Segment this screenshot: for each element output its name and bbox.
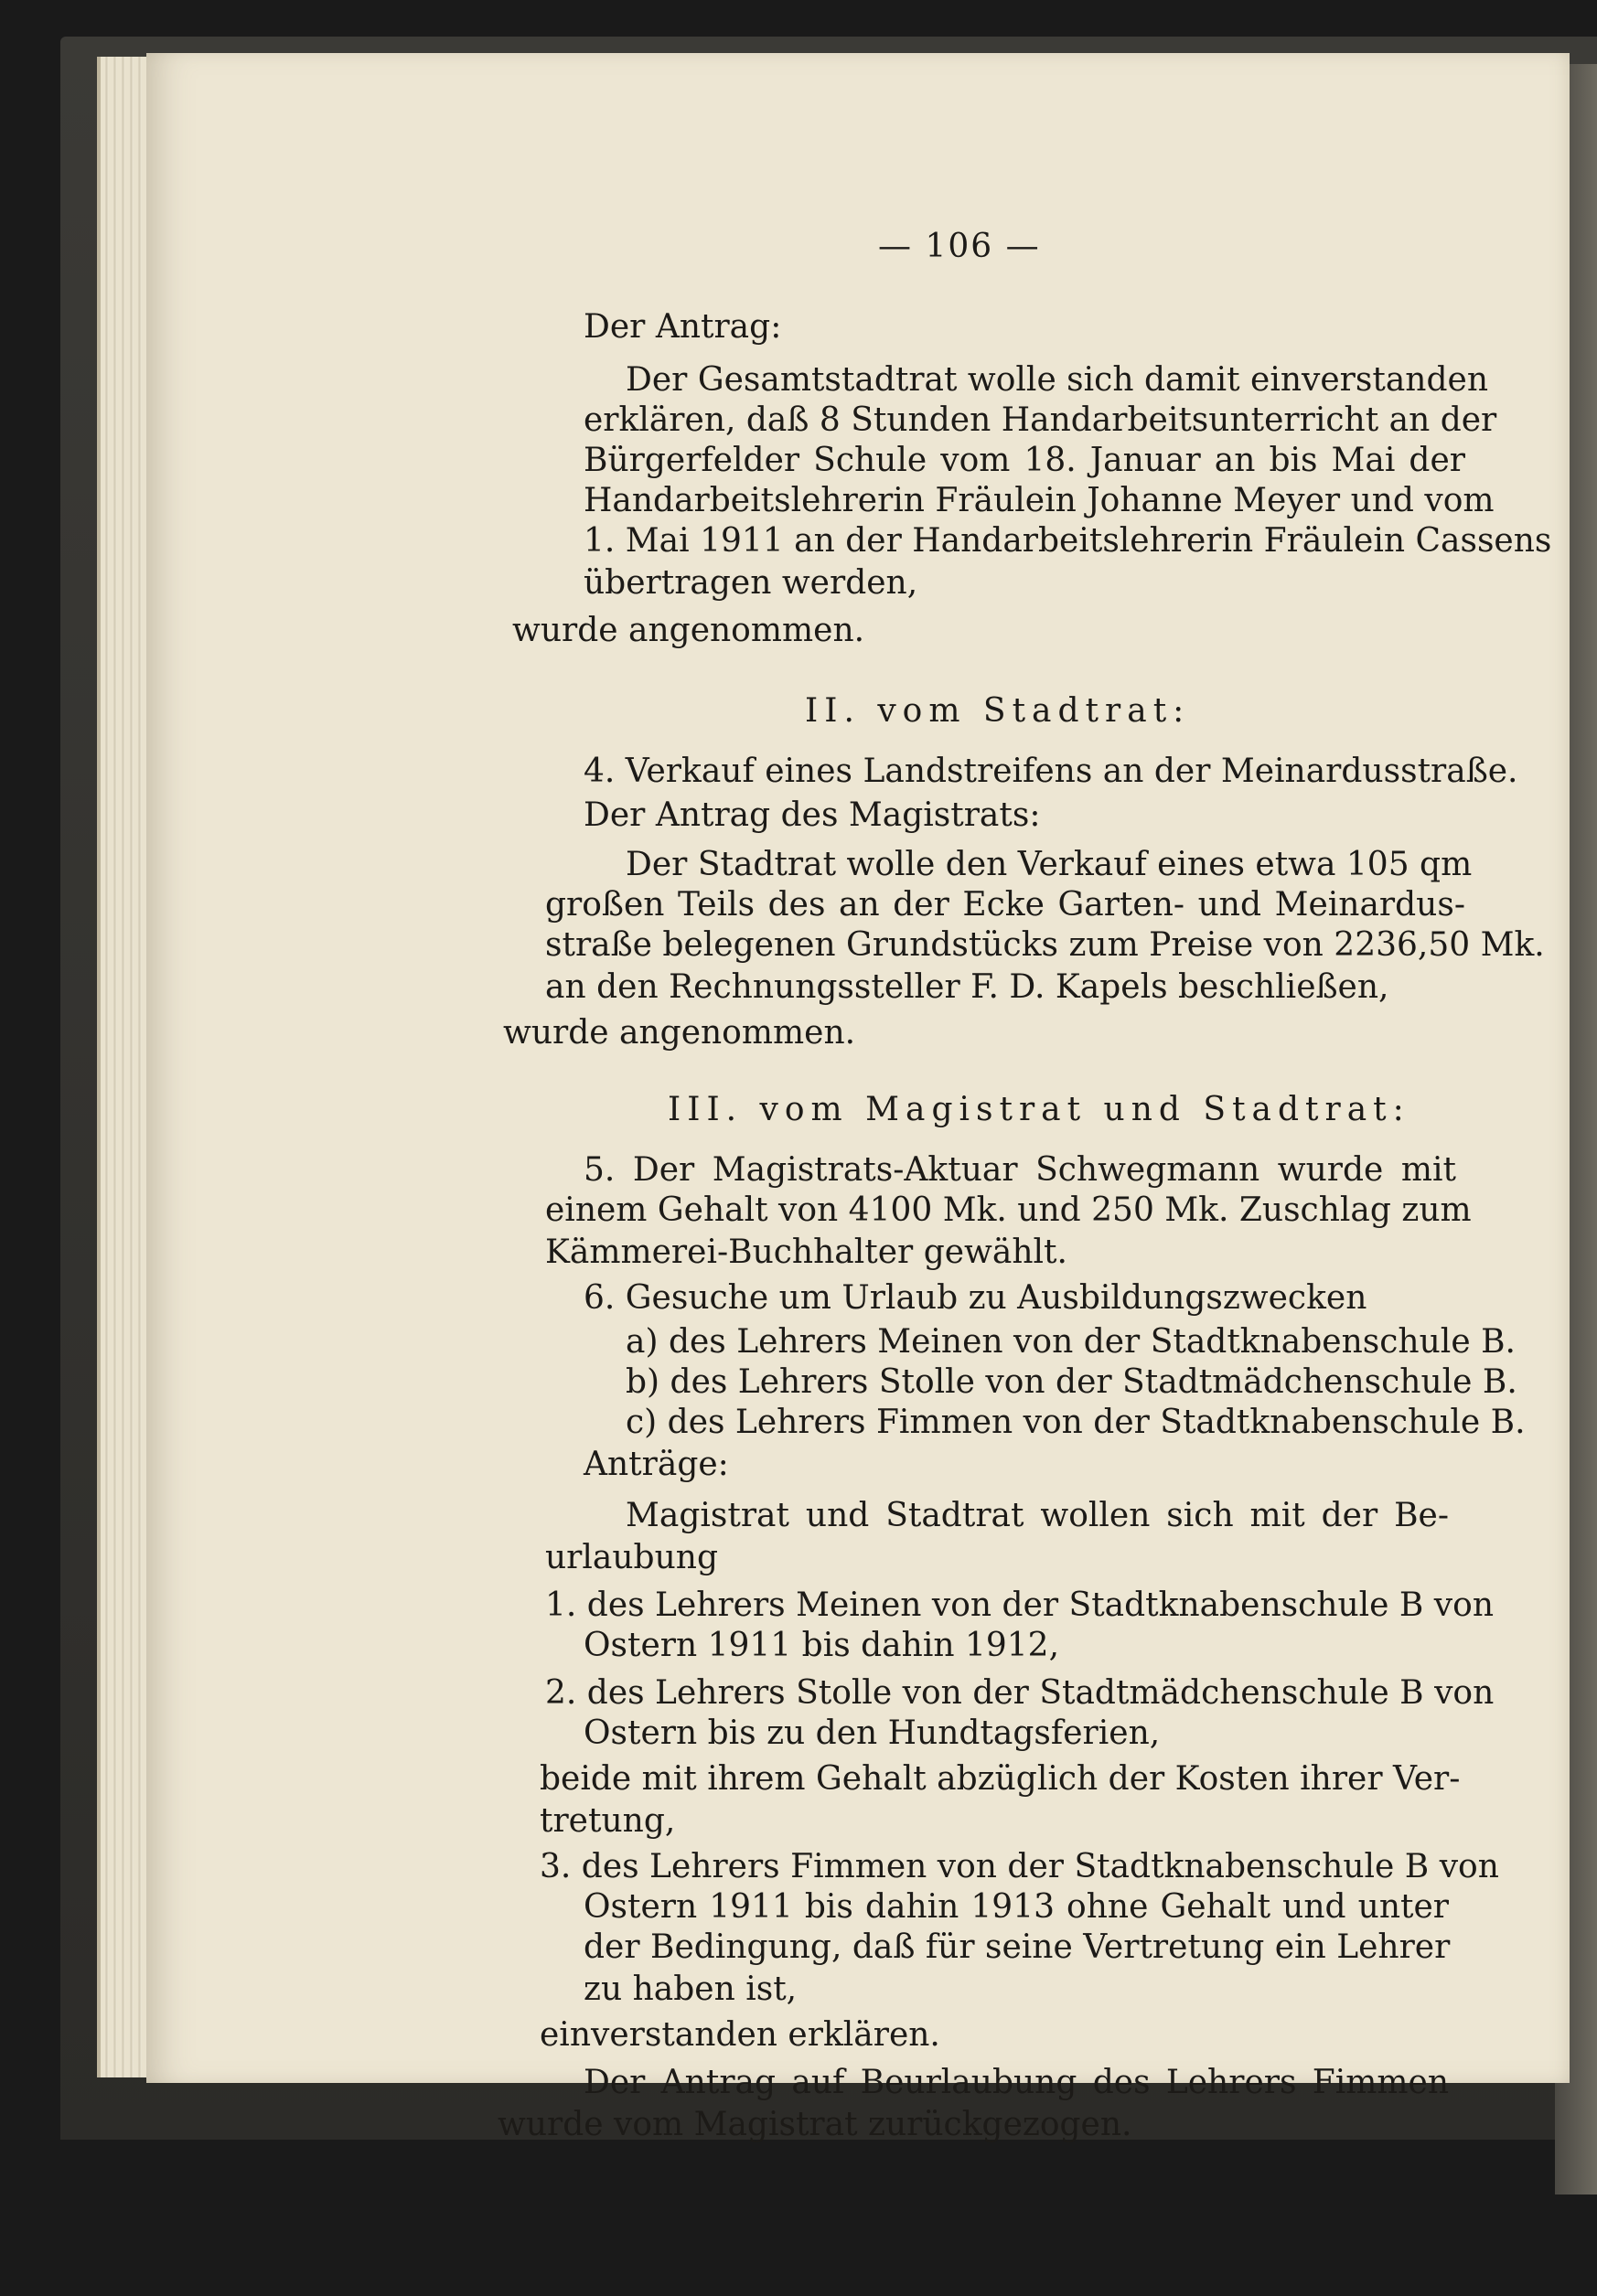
text-line: 5. Der Magistrats-Aktuar Schwegmann wurde mit: [584, 1151, 1456, 1189]
text-line: wurde angenommen.: [512, 612, 865, 649]
text-line: einverstanden erklären.: [540, 2016, 940, 2054]
text-line: 1. des Lehrers Meinen von der Stadtknabenschule B von: [545, 1586, 1495, 1624]
text-line: c) des Lehrers Fimmen von der Stadtknabenschule B.: [626, 1404, 1526, 1441]
text-line: Ostern 1911 bis dahin 1912,: [584, 1627, 1060, 1664]
text-line: zu haben ist,: [584, 1970, 798, 2008]
text-line: Ostern 1911 bis dahin 1913 ohne Gehalt und unter: [584, 1888, 1449, 1926]
text-line: 1. Mai 1911 an der Handarbeitslehrerin Fräulein Cassens: [584, 522, 1552, 560]
text-line: a) des Lehrers Meinen von der Stadtknabenschule B.: [626, 1323, 1516, 1361]
text-line: b) des Lehrers Stolle von der Stadtmädchenschule B.: [626, 1363, 1517, 1401]
text-line: der Bedingung, daß für seine Vertretung ein Lehrer: [584, 1928, 1451, 1966]
text-line: Der Antrag des Magistrats:: [584, 796, 1041, 834]
text-line: Handarbeitslehrerin Fräulein Johanne Meyer und vom: [584, 482, 1495, 519]
section-heading: II. vom Stadtrat:: [805, 692, 1191, 730]
text-line: wurde vom Magistrat zurückgezogen.: [498, 2106, 1132, 2143]
text-line: Der Stadtrat wolle den Verkauf eines etwa 105 qm: [626, 846, 1473, 883]
text-line: Bürgerfelder Schule vom 18. Januar an bis Mai der: [584, 442, 1465, 479]
text-line: großen Teils des an der Ecke Garten- und Meinardus-: [545, 886, 1465, 924]
text-line: beide mit ihrem Gehalt abzüglich der Kosten ihrer Ver-: [540, 1760, 1461, 1798]
text-line: Ostern bis zu den Hundtagsferien,: [584, 1714, 1161, 1752]
page-number: — 106 —: [878, 228, 1041, 265]
text-line: 2. des Lehrers Stolle von der Stadtmädchenschule B von: [545, 1674, 1495, 1712]
text-line: Magistrat und Stadtrat wollen sich mit der Be-: [626, 1497, 1449, 1534]
section-heading: III. vom Magistrat und Stadtrat:: [668, 1091, 1410, 1128]
text-line: an den Rechnungssteller F. D. Kapels beschließen,: [545, 968, 1389, 1006]
text-line: wurde angenommen.: [503, 1014, 856, 1052]
text-line: Der Antrag:: [584, 308, 782, 346]
text-line: 4. Verkauf eines Landstreifens an der Meinardusstraße.: [584, 753, 1518, 790]
text-line: 3. des Lehrers Fimmen von der Stadtknabenschule B von: [540, 1848, 1499, 1885]
text-line: Kämmerei-Buchhalter gewählt.: [545, 1233, 1067, 1271]
text-line: Der Gesamtstadtrat wolle sich damit einverstanden: [626, 361, 1489, 399]
text-line: 6. Gesuche um Urlaub zu Ausbildungszwecken: [584, 1279, 1367, 1317]
text-line: tretung,: [540, 1802, 676, 1840]
text-line: erklären, daß 8 Stunden Handarbeitsunterricht an der: [584, 401, 1497, 439]
text-line: übertragen werden,: [584, 564, 918, 602]
text-line: einem Gehalt von 4100 Mk. und 250 Mk. Zuschlag zum: [545, 1191, 1472, 1229]
text-line: Anträge:: [584, 1446, 729, 1483]
text-line: straße belegenen Grundstücks zum Preise von 2236,50 Mk.: [545, 926, 1545, 964]
text-line: Der Antrag auf Beurlaubung des Lehrers Fimmen: [584, 2064, 1449, 2101]
text-line: urlaubung: [545, 1539, 719, 1576]
